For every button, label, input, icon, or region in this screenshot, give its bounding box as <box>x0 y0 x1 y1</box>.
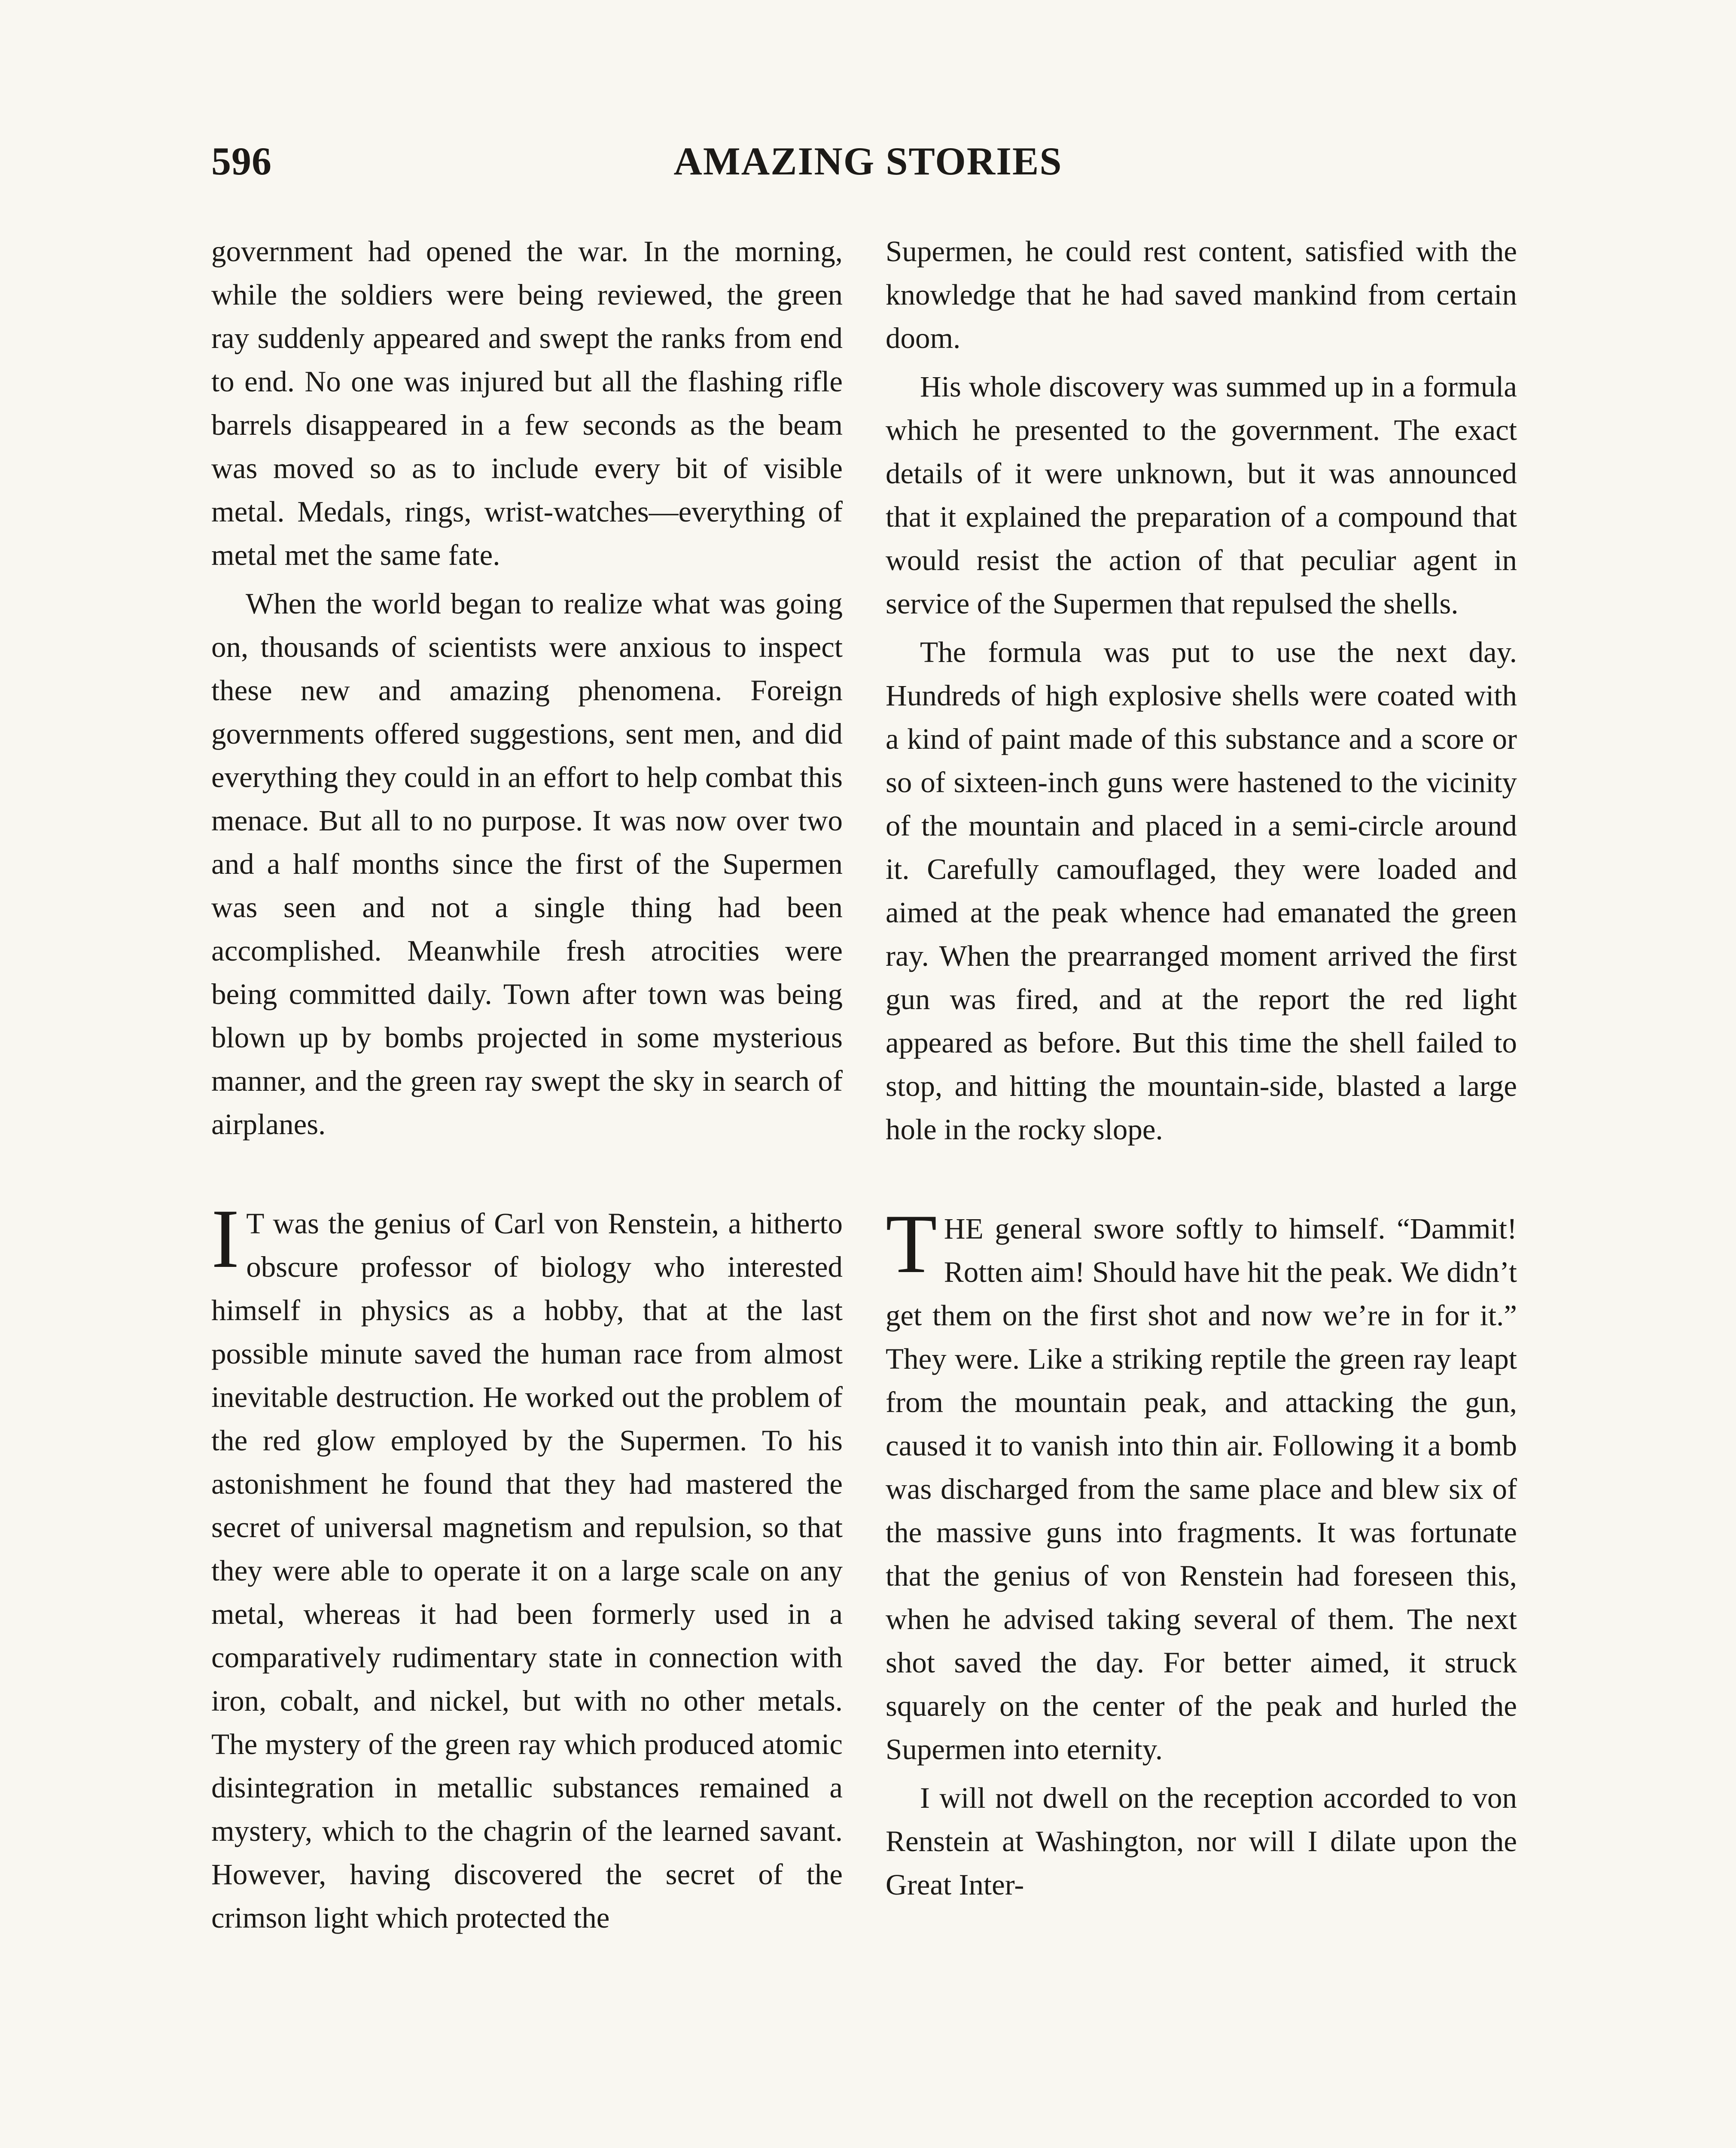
right-column <box>886 230 1517 1907</box>
magazine-title: AMAZING STORIES <box>673 139 1063 183</box>
right-paragraph-4-text: HE general swore softly to himself. “Dammit! Rotten aim! Should have hit the peak. We didn’t get them on the first shot and now we’re in for it.” They were. Like a striking reptile the green ray leapt from the mountain peak, and attacking the gun, caused it to vanish into thin air. Following it a bomb was discharged from the same place and blew six of the massive guns into fragments. It was fortunate that the genius of von Renstein had foreseen this, when he advised taking several of them. The next shot saved the day. For better aimed, it struck squarely on the center of the peak and hurled the Supermen into eternity. <box>886 1212 1517 1766</box>
right-paragraph-2: His whole discovery was summed up in a formula which he presented to the government. The exact details of it were unknown, but it was announced that it explained the preparation of a compound that would resist the action of that peculiar agent in service of the Supermen that repulsed the shells. <box>886 370 1517 620</box>
right-paragraph-5: I will not dwell on the reception accorded to von Renstein at Washington, nor will I dilate upon the Great Inter- <box>886 1782 1517 1901</box>
left-column <box>211 230 843 1940</box>
page-number: 596 <box>211 139 272 183</box>
right-paragraph-1: Supermen, he could rest content, satisfied with the knowledge that he had saved mankind from certain doom. <box>886 235 1517 354</box>
right-paragraph-3: The formula was put to use the next day. Hundreds of high explosive shells were coated with a kind of paint made of this substance and a score or so of sixteen-inch guns were hastened to the vicinity of the mountain and placed in a semi-circle around it. Carefully camouflaged, they were loaded and aimed at the peak whence had emanated the green ray. When the prearranged moment arrived the first gun was fired, and at the report the red light appeared as before. But this time the shell failed to stop, and hitting the mountain-side, blasted a large hole in the rocky slope. <box>886 636 1517 1146</box>
left-paragraph-3 <box>211 1192 843 1940</box>
left-paragraph-3-text: T was the genius of Carl von Renstein, a hitherto obscure professor of biology who interested himself in physics as a hobby, that at the last possible minute saved the human race from almost inevitable destruction. He worked out the problem of the red glow employed by the Supermen. To his astonishment he found that they had mastered the secret of universal magnetism and repulsion, so that they were able to operate it on a large scale on any metal, whereas it had been formerly used in a comparatively rudimentary state in connection with iron, cobalt, and nickel, but with no other metals. The mystery of the green ray which produced atomic disintegration in metallic substances remained a mystery, which to the chagrin of the learned savant. However, having discovered the secret of the crimson light which protected the <box>211 1207 843 1934</box>
left-paragraph-1: government had opened the war. In the morning, while the soldiers were being reviewed, the green ray suddenly appeared and swept the ranks from end to end. No one was injured but all the flashing rifle barrels disappeared in a few seconds as the beam was moved so as to include every bit of visible metal. Medals, rings, wrist-watches—everything of metal met the same fate. <box>211 235 843 571</box>
drop-cap: I <box>211 1192 240 1285</box>
right-paragraph-4 <box>886 1197 1517 1771</box>
left-paragraph-2: When the world began to realize what was going on, thousands of scientists were anxious to inspect these new and amazing phenomena. Foreign governments offered suggestions, sent men, and did everything they could in an effort to help combat this menace. But all to no purpose. It was now over two and a half months since the first of the Supermen was seen and not a single thing had been accomplished. Meanwhile fresh atrocities were being committed daily. Town after town was being blown up by bombs projected in some mysterious manner, and the green ray swept the sky in search of airplanes. <box>211 587 843 1141</box>
drop-cap: T <box>886 1197 937 1291</box>
